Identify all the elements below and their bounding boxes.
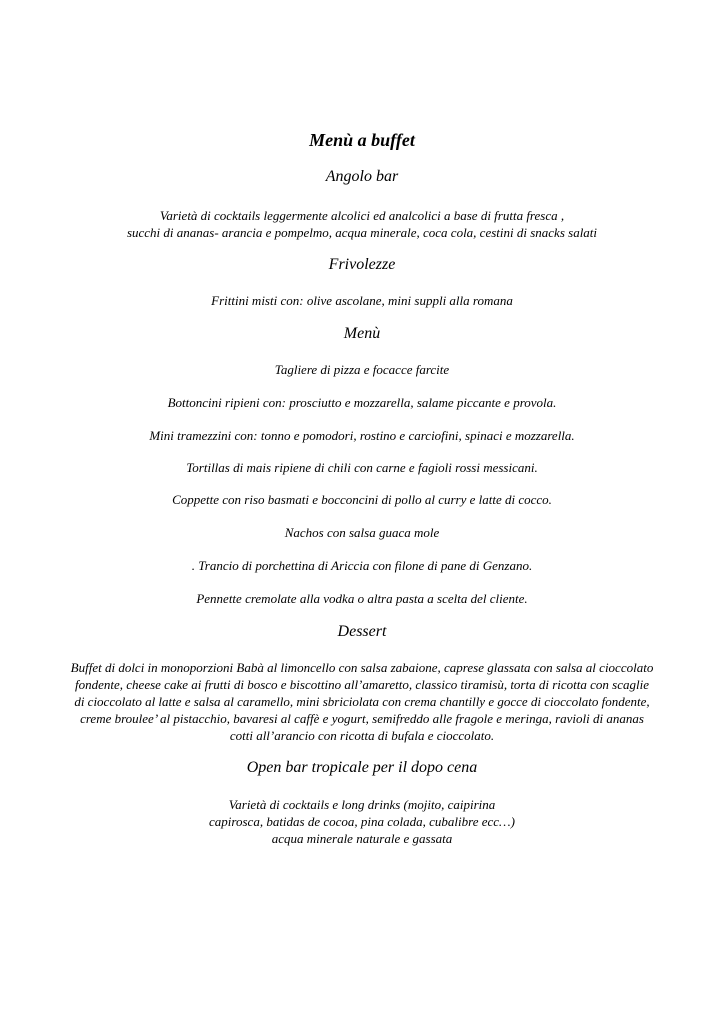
open-bar-line: Varietà di cocktails e long drinks (mojito, caipirina <box>228 797 496 812</box>
menu-item: Mini tramezzini con: tonno e pomodori, rostino e carciofini, spinaci e mozzarella. <box>149 428 575 443</box>
dessert-description <box>20 659 704 744</box>
dessert-line: creme broulee’ al pistacchio, bavaresi al caffè e yogurt, semifreddo alle fragole e meringa, ravioli di ananas <box>80 711 644 726</box>
angolo-bar-description <box>20 207 704 241</box>
section-heading-angolo-bar: Angolo bar <box>325 168 399 185</box>
menu-item: Tagliere di pizza e focacce farcite <box>274 362 450 377</box>
dessert-line: Buffet di dolci in monoporzioni Babà al limoncello con salsa zabaione, caprese glassata con salsa al cioccolato <box>70 660 654 675</box>
menu-item: Bottoncini ripieni con: prosciutto e mozzarella, salame piccante e provola. <box>167 395 557 410</box>
angolo-bar-line: succhi di ananas- arancia e pompelmo, acqua minerale, coca cola, cestini di snacks salati <box>126 225 598 240</box>
page-title: Menù a buffet <box>309 130 415 150</box>
menu-item: . Trancio di porchettina di Ariccia con filone di pane di Genzano. <box>191 558 533 573</box>
section-heading-open-bar: Open bar tropicale per il dopo cena <box>246 759 478 776</box>
section-heading-dessert: Dessert <box>337 623 387 640</box>
dessert-line: cotti all’arancio con ricotta di bufala e cioccolato. <box>229 728 495 743</box>
dessert-line: fondente, cheese cake ai frutti di bosco e biscottino all’amaretto, classico tiramisù, torta di ricotta con scaglie <box>75 677 649 692</box>
menu-item: Pennette cremolate alla vodka o altra pasta a scelta del cliente. <box>196 591 528 606</box>
frivolezze-description: Frittini misti con: olive ascolane, mini suppli alla romana <box>211 293 513 308</box>
menu-item: Nachos con salsa guaca mole <box>284 525 440 540</box>
dessert-line: di cioccolato al latte e salsa al caramello, mini sbriciolata con crema chantilly e gocce di cioccolato fondente, <box>74 694 650 709</box>
menu-item: Tortillas di mais ripiene di chili con carne e fagioli rossi messicani. <box>186 460 538 475</box>
open-bar-line: acqua minerale naturale e gassata <box>271 831 453 846</box>
section-heading-menu: Menù <box>343 325 381 342</box>
section-heading-frivolezze: Frivolezze <box>328 256 396 273</box>
open-bar-line: capirosca, batidas de cocoa, pina colada, cubalibre ecc…) <box>209 814 515 829</box>
open-bar-description <box>20 796 704 847</box>
menu-item: Coppette con riso basmati e bocconcini di pollo al curry e latte di cocco. <box>172 492 552 507</box>
angolo-bar-line: Varietà di cocktails leggermente alcolici ed analcolici a base di frutta fresca , <box>159 208 565 223</box>
